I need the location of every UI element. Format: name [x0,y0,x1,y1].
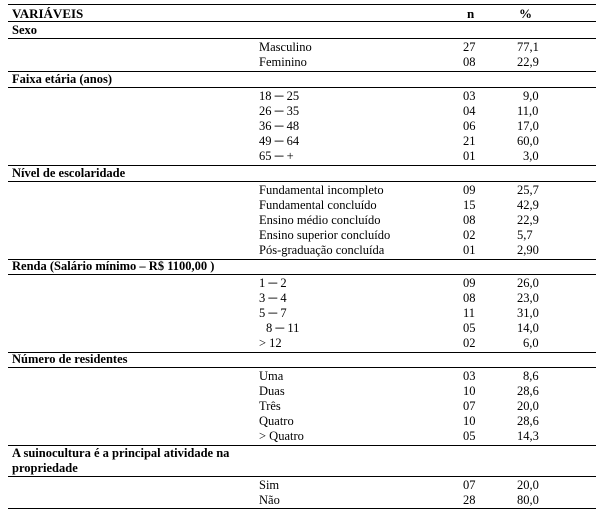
row-n: 01 [463,149,476,163]
table-row [0,478,600,493]
table-row [0,321,600,336]
row-percent: 22,9 [517,213,539,227]
table-row [0,40,600,55]
table-row [0,493,600,508]
row-percent: 42,9 [517,198,539,212]
table-top-rule [8,4,596,5]
row-label: Ensino superior concluído [259,228,391,242]
section-rule [8,87,596,88]
row-n: 04 [463,104,476,118]
row-n: 08 [463,55,476,69]
section-title-age: Faixa etária (anos) [12,72,112,86]
row-percent: 8,6 [523,369,539,383]
section-title-income: Renda (Salário mínimo – R$ 1100,00 ) [12,259,215,273]
row-label: Três [259,399,281,413]
row-n: 15 [463,198,476,212]
header-n: n [467,6,475,21]
row-percent: 9,0 [523,89,539,103]
row-n: 02 [463,336,476,350]
row-label: Fundamental concluído [259,198,377,212]
row-n: 11 [463,306,476,320]
table-row [0,149,600,164]
row-label: > Quatro [259,429,304,443]
row-label: 18 ─ 25 [259,89,300,103]
table-row [0,399,600,414]
table-row [0,198,600,213]
row-percent: 5,7 [517,228,533,242]
row-label: Uma [259,369,284,383]
table-row [0,243,600,258]
row-percent: 20,0 [517,399,539,413]
table-row [0,183,600,198]
row-label: Duas [259,384,285,398]
table-row [0,384,600,399]
row-n: 27 [463,40,476,54]
row-n: 10 [463,414,476,428]
row-percent: 22,9 [517,55,539,69]
row-label: Fundamental incompleto [259,183,384,197]
header-variables: VARIÁVEIS [12,6,84,21]
row-percent: 77,1 [517,40,539,54]
row-label: Feminino [259,55,307,69]
row-percent: 6,0 [523,336,539,350]
section-rule [8,476,596,477]
row-label: Não [259,493,280,507]
row-n: 09 [463,276,476,290]
table-row [0,369,600,384]
row-n: 07 [463,399,476,413]
section-rule [8,274,596,275]
table-row [0,213,600,228]
row-n: 01 [463,243,476,257]
row-label: 3 ─ 4 [259,291,287,305]
header-rule [8,21,596,22]
table-row [0,414,600,429]
row-n: 07 [463,478,476,492]
row-percent: 2,90 [517,243,539,257]
row-label: Pós-graduação concluída [259,243,385,257]
row-percent: 31,0 [517,306,539,320]
row-label: 36 ─ 48 [259,119,300,133]
table-row [0,276,600,291]
section-title-residents: Número de residentes [12,352,128,366]
row-label: 26 ─ 35 [259,104,300,118]
row-label: Ensino médio concluído [259,213,381,227]
row-percent: 80,0 [517,493,539,507]
row-label: Quatro [259,414,294,428]
row-label: 8 ─ 11 [266,321,300,335]
row-percent: 20,0 [517,478,539,492]
row-n: 09 [463,183,476,197]
row-percent: 25,7 [517,183,539,197]
row-percent: 17,0 [517,119,539,133]
row-percent: 26,0 [517,276,539,290]
section-rule [8,367,596,368]
table-row [0,119,600,134]
row-n: 03 [463,89,476,103]
row-label: 49 ─ 64 [259,134,300,148]
table-row [0,429,600,444]
section-title-main-activity: A suinocultura é a principal atividade na propriedade [12,446,230,475]
section-rule [8,181,596,182]
table-row [0,306,600,321]
row-n: 05 [463,321,476,335]
row-n: 08 [463,213,476,227]
row-percent: 3,0 [523,149,539,163]
table-row [0,134,600,149]
row-label: 65 ─ + [259,149,294,163]
row-n: 28 [463,493,476,507]
header-percent: % [519,6,532,21]
row-n: 21 [463,134,476,148]
table-bottom-rule [8,508,596,509]
row-percent: 28,6 [517,414,539,428]
table-row [0,55,600,70]
row-label: Masculino [259,40,312,54]
section-title-sex: Sexo [12,23,37,37]
row-percent: 14,3 [517,429,539,443]
table-row [0,104,600,119]
table-row [0,228,600,243]
row-n: 08 [463,291,476,305]
row-n: 02 [463,228,476,242]
row-percent: 23,0 [517,291,539,305]
row-percent: 28,6 [517,384,539,398]
table-row [0,89,600,104]
row-n: 06 [463,119,476,133]
row-label: 1 ─ 2 [259,276,287,290]
row-percent: 14,0 [517,321,539,335]
section-rule [8,38,596,39]
table-row [0,336,600,351]
table-row [0,291,600,306]
row-percent: 11,0 [517,104,539,118]
row-label: 5 ─ 7 [259,306,287,320]
row-percent: 60,0 [517,134,539,148]
row-n: 05 [463,429,476,443]
row-n: 03 [463,369,476,383]
section-title-education: Nível de escolaridade [12,166,126,180]
row-label: > 12 [259,336,282,350]
row-label: Sim [259,478,280,492]
row-n: 10 [463,384,476,398]
